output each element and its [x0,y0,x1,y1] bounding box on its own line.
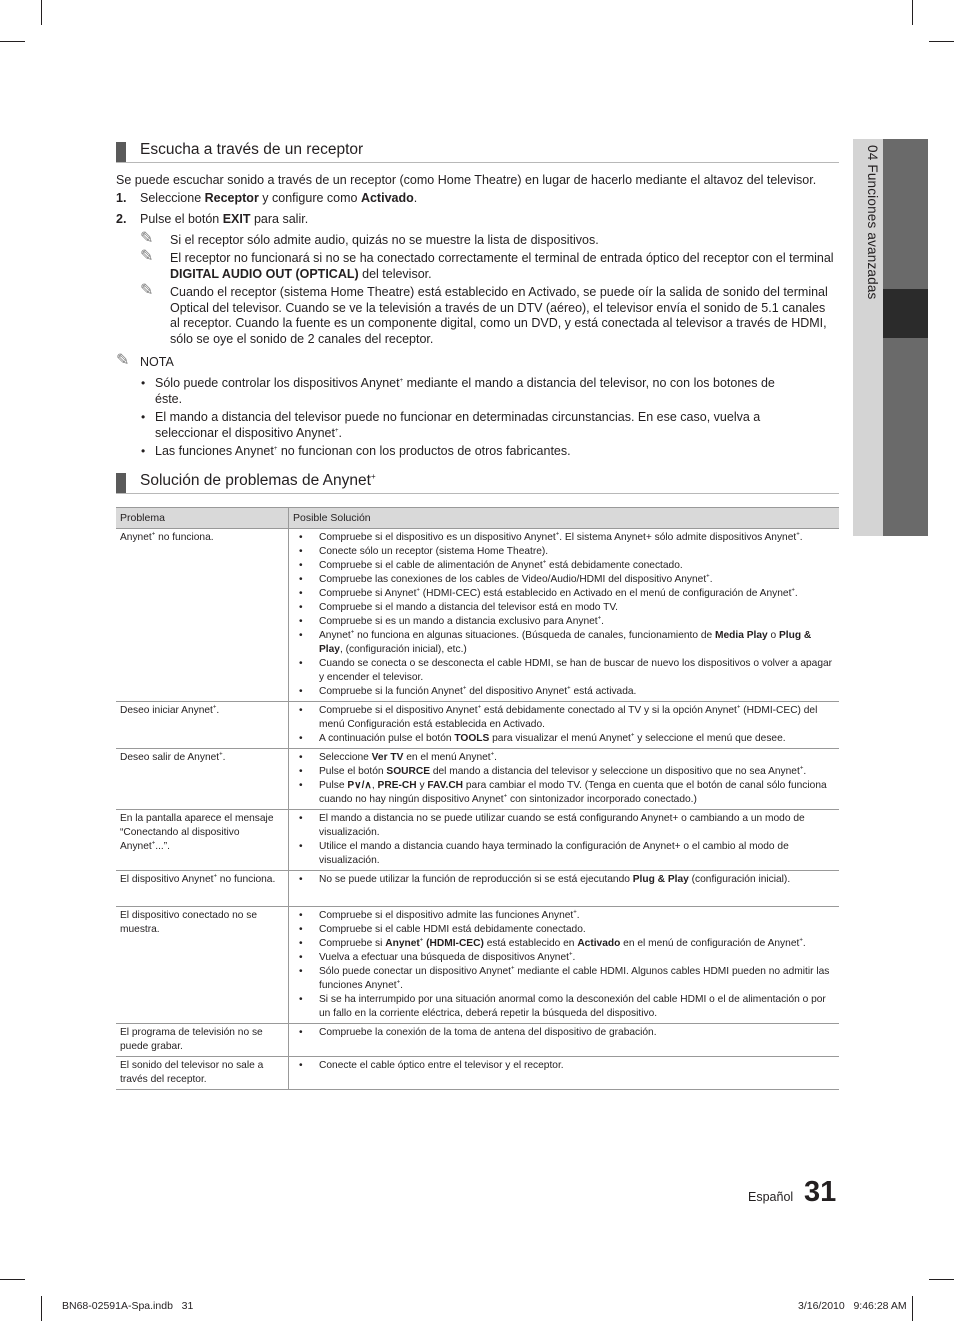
list-item: • Compruebe si el cable HDMI está debidamente conectado. [319,923,835,937]
crop-mark [929,1279,954,1280]
list-item: • El mando a distancia no se puede utilizar cuando se está configurando Anynet+ o cambiando a un modo de visualización. [319,812,835,840]
list-item: • Compruebe si el dispositivo admite las funciones Anynet+. [319,909,835,923]
list-item: • Pulse P∨/∧, PRE-CH y FAV.CH para cambiar el modo TV. (Tenga en cuenta que el botón de canal sólo funciona cuando no hay ningún dispositivo Anynet+ con sintonizador incorporado conectado.) [319,779,835,807]
column-header: Posible Solución [289,508,840,529]
problem-cell: Deseo salir de Anynet+. [116,749,289,810]
list-item: • Si se ha interrumpido por una situación anormal como la desconexión del cable HDMI o el de alimentación o por un fallo en la corriente eléctrica, deberá repetir la búsqueda del dispositivo. [319,993,835,1021]
solution-cell [289,810,840,871]
heading-bar [116,473,126,493]
list-item: • Conecte sólo un receptor (sistema Home Theatre). [319,545,835,559]
intro-paragraph: Se puede escuchar sonido a través de un receptor (como Home Theatre) en lugar de hacerlo mediante el altavoz del televisor. [116,173,817,187]
footer-file: BN68-02591A-Spa.indb 31 [62,1300,194,1312]
list-item: • Compruebe si el dispositivo Anynet+ está debidamente conectado al TV y si la opción Anynet+ (HDMI-CEC) del menú Configuración está establecida en Activado. [319,704,835,732]
list-item: • Utilice el mando a distancia cuando haya terminado la configuración de Anynet+ o el cambio al modo de visualización. [319,840,835,868]
list-item: • Compruebe si Anynet+ (HDMI-CEC) está establecido en Activado en el menú de configuración de Anynet+. [319,587,835,601]
table-row [116,871,839,907]
chapter-label: 04 Funciones avanzadas [865,145,880,300]
list-item: • Compruebe si el cable de alimentación de Anynet+ está debidamente conectado. [319,559,835,573]
list-item: • Compruebe la conexión de la toma de antena del dispositivo de grabación. [319,1026,835,1040]
crop-mark [41,0,42,25]
crop-mark [41,1296,42,1321]
solution-cell [289,1024,840,1057]
crop-mark [912,0,913,25]
step-number: 1. [116,191,127,205]
problem-cell: Anynet+ no funciona. [116,529,289,702]
crop-mark [0,1279,25,1280]
list-item: • Sólo puede conectar un dispositivo Anynet+ mediante el cable HDMI. Algunos cables HDMI pueden no admitir las funciones Anynet+. [319,965,835,993]
solution-cell [289,749,840,810]
section-heading [116,471,839,494]
solution-cell [289,907,840,1024]
note-text: Si el receptor sólo admite audio, quizás no se muestre la lista de dispositivos. [170,233,599,247]
bullet-text: Sólo puede controlar los dispositivos Anynet+ mediante el mando a distancia del televisor, no con los botones de éste. [155,376,775,406]
table-row [116,1057,839,1090]
section-title: Escucha a través de un receptor [140,141,364,158]
problem-cell: En la pantalla aparece el mensaje “Conectando al dispositivo Anynet+...”. [116,810,289,871]
list-item: • Conecte el cable óptico entre el televisor y el receptor. [319,1059,835,1073]
crop-mark [912,1296,913,1321]
list-item: • Compruebe si el mando a distancia del televisor está en modo TV. [319,601,835,615]
note-text: El receptor no funcionará si no se ha conectado correctamente el terminal de entrada óptico del receptor con el terminal DIGITAL AUDIO OUT (OPTICAL) del televisor. [170,251,834,281]
list-item: • Compruebe si Anynet+ (HDMI-CEC) está establecido en Activado en el menú de configuración de Anynet+. [319,937,835,951]
list-item: • Pulse el botón SOURCE del mando a distancia del televisor y seleccione un dispositivo que no sea Anynet+. [319,765,835,779]
problem-cell: El sonido del televisor no sale a través del receptor. [116,1057,289,1090]
solution-cell [289,529,840,702]
footer-timestamp: 3/16/2010 9:46:28 AM [798,1300,907,1312]
table-row [116,749,839,810]
troubleshooting-table [116,507,839,1090]
table-header-row [116,508,839,529]
problem-cell: El programa de televisión no se puede grabar. [116,1024,289,1057]
crop-mark [0,41,25,42]
pencil-note-icon: ✎ [116,352,130,369]
section-heading [116,140,839,163]
table-row [116,529,839,702]
solution-cell [289,871,840,907]
table-row [116,907,839,1024]
step-text: Pulse el botón EXIT para salir. [140,212,309,226]
heading-bar [116,142,126,162]
page-number: 31 [804,1176,837,1208]
section-title: Solución de problemas de Anynet+ [140,471,376,489]
chapter-tab-marker [883,289,928,338]
list-item: • Anynet+ no funciona en algunas situaciones. (Búsqueda de canales, funcionamiento de Media Play o Plug & Play, (configuración inicial), etc.) [319,629,835,657]
problem-cell: El dispositivo conectado no se muestra. [116,907,289,1024]
table-row [116,1024,839,1057]
list-item: • Compruebe las conexiones de los cables de Video/Audio/HDMI del dispositivo Anynet+. [319,573,835,587]
solution-cell [289,702,840,749]
bullet: • [141,376,146,390]
step-number: 2. [116,212,127,226]
language-label: Español [748,1190,794,1204]
list-item: • A continuación pulse el botón TOOLS para visualizar el menú Anynet+ y seleccione el menú que desee. [319,732,835,746]
channel-arrows-icon: ∨/∧ [354,780,372,791]
list-item: • Cuando se conecta o se desconecta el cable HDMI, se han de buscar de nuevo los dispositivos o volver a apagar y encender el televisor. [319,657,835,685]
list-item: • Vuelva a efectuar una búsqueda de dispositivos Anynet+. [319,951,835,965]
crop-mark [929,41,954,42]
list-item: • No se puede utilizar la función de reproducción si se está ejecutando Plug & Play (configuración inicial). [319,873,835,887]
problem-cell: El dispositivo Anynet+ no funciona. [116,871,289,907]
bullet-text: El mando a distancia del televisor puede no funcionar en determinadas circunstancias. En ese caso, vuelva a seleccionar el dispositivo Anynet+. [155,410,761,440]
bullet: • [141,444,146,458]
bullet: • [141,410,146,424]
list-item: • Compruebe si es un mando a distancia exclusivo para Anynet+. [319,615,835,629]
pencil-note-icon: ✎ [140,248,154,265]
note-text: Cuando el receptor (sistema Home Theatre) está establecido en Activado, se puede oír la salida de sonido del terminal Optical del televisor. Cuando se ve la televisión a través de un DTV (aéreo), el televisor envía el sonido de 5.1 canales al receptor. Cuando la fuente es un componente digital, como un DVD, y está conectada al televisor a través de HDMI, sólo se oye el sonido de 2 canales del receptor. [170,285,828,346]
problem-cell: Deseo iniciar Anynet+. [116,702,289,749]
pencil-note-icon: ✎ [140,230,154,247]
table-row [116,810,839,871]
note-label: NOTA [140,355,174,369]
list-item: • Compruebe si el dispositivo es un dispositivo Anynet+. El sistema Anynet+ sólo admite dispositivos Anynet+. [319,531,835,545]
bullet-text: Las funciones Anynet+ no funcionan con los productos de otros fabricantes. [155,444,571,458]
list-item: • Compruebe si la función Anynet+ del dispositivo Anynet+ está activada. [319,685,835,699]
list-item: • Seleccione Ver TV en el menú Anynet+. [319,751,835,765]
step-text: Seleccione Receptor y configure como Activado. [140,191,418,205]
pencil-note-icon: ✎ [140,282,154,299]
column-header: Problema [116,508,289,529]
table-row [116,702,839,749]
solution-cell [289,1057,840,1090]
